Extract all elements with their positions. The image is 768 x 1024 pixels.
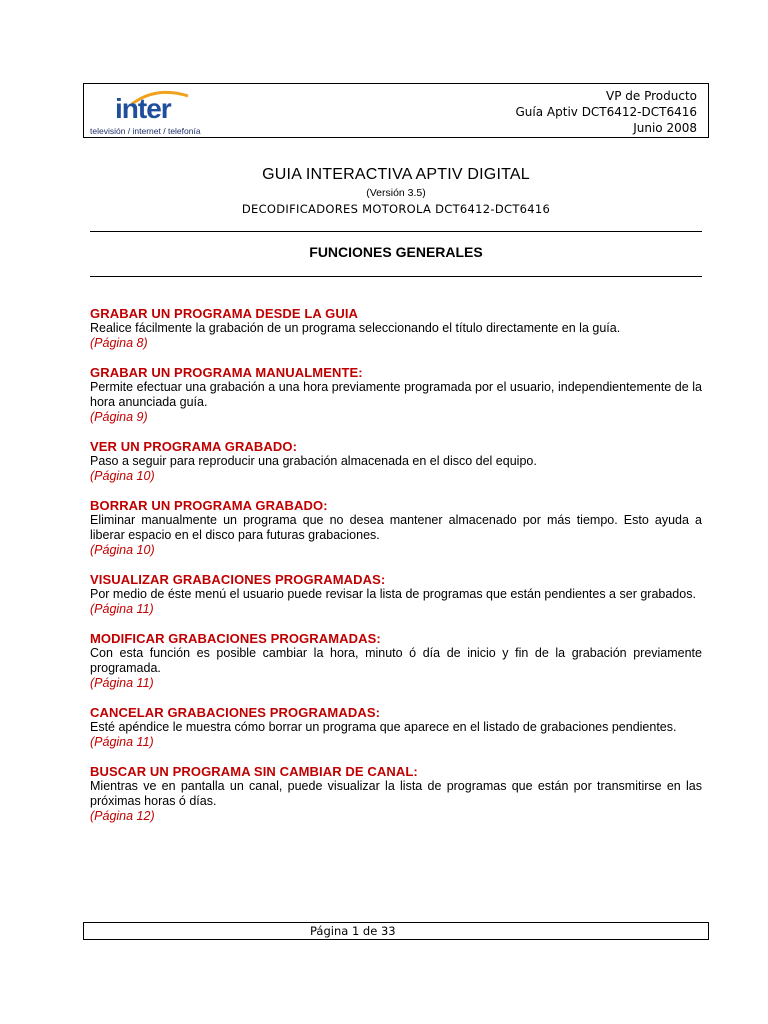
list-item [90,705,702,750]
entry-page-ref[interactable]: (Página 11) [90,602,154,616]
entry-heading: MODIFICAR GRABACIONES PROGRAMADAS: [90,631,381,646]
list-item [90,764,702,824]
document-subtitle: DECODIFICADORES MOTOROLA DCT6412-DCT6416 [241,202,551,216]
entry-description: Esté apéndice le muestra cómo borrar un programa que aparece en el listado de grabaciones pendientes. [90,720,677,734]
header-box [83,83,709,138]
entry-page-ref[interactable]: (Página 12) [90,809,155,823]
entry-page-ref[interactable]: (Página 10) [90,543,155,557]
list-item [90,365,702,425]
function-list [90,306,702,838]
logo-tagline: televisión / internet / telefonía [90,126,201,136]
header-info [516,88,698,136]
document-version: (Versión 3.5) [366,187,426,199]
section-title: FUNCIONES GENERALES [309,244,483,260]
entry-heading: GRABAR UN PROGRAMA DESDE LA GUIA [90,306,359,321]
entry-heading: GRABAR UN PROGRAMA MANUALMENTE: [90,365,363,380]
page-number: Página 1 de 33 [310,924,396,938]
entry-page-ref[interactable]: (Página 10) [90,469,155,483]
divider-bottom [90,276,702,277]
list-item [90,306,702,351]
header-department: VP de Producto [606,89,697,103]
inter-logo [90,94,240,138]
document-title: GUIA INTERACTIVA APTIV DIGITAL [262,166,530,183]
list-item [90,631,702,691]
footer-box [83,922,709,940]
entry-description: Eliminar manualmente un programa que no desea mantener almacenado por más tiempo. Esto ayuda a liberar espacio en el disco para futuras grabaciones. [90,513,702,542]
entry-page-ref[interactable]: (Página 11) [90,676,154,690]
entry-heading: BUSCAR UN PROGRAMA SIN CAMBIAR DE CANAL: [90,764,418,779]
divider-top [90,231,702,232]
entry-page-ref[interactable]: (Página 8) [90,336,148,350]
entry-description: Con esta función es posible cambiar la hora, minuto ó día de inicio y fin de la grabación previamente programada. [90,646,702,675]
entry-description: Mientras ve en pantalla un canal, puede visualizar la lista de programas que están por transmitirse en las próximas horas ó días. [90,779,702,808]
entry-heading: VER UN PROGRAMA GRABADO: [90,439,298,454]
list-item [90,439,702,484]
list-item [90,572,702,617]
logo-wordmark: inter [115,93,171,124]
list-item [90,498,702,558]
entry-page-ref[interactable]: (Página 9) [90,410,148,424]
entry-description: Realice fácilmente la grabación de un programa seleccionando el título directamente en la guía. [90,321,621,335]
entry-heading: VISUALIZAR GRABACIONES PROGRAMADAS: [90,572,386,587]
entry-page-ref[interactable]: (Página 11) [90,735,154,749]
entry-description: Paso a seguir para reproducir una grabación almacenada en el disco del equipo. [90,454,537,468]
entry-heading: CANCELAR GRABACIONES PROGRAMADAS: [90,705,381,720]
header-date: Junio 2008 [633,121,697,135]
entry-heading: BORRAR UN PROGRAMA GRABADO: [90,498,328,513]
entry-description: Por medio de éste menú el usuario puede revisar la lista de programas que están pendientes a ser grabados. [90,587,696,601]
entry-description: Permite efectuar una grabación a una hora previamente programada por el usuario, independientemente de la hora anunciada guía. [90,380,702,409]
header-guide-name: Guía Aptiv DCT6412-DCT6416 [515,105,697,119]
